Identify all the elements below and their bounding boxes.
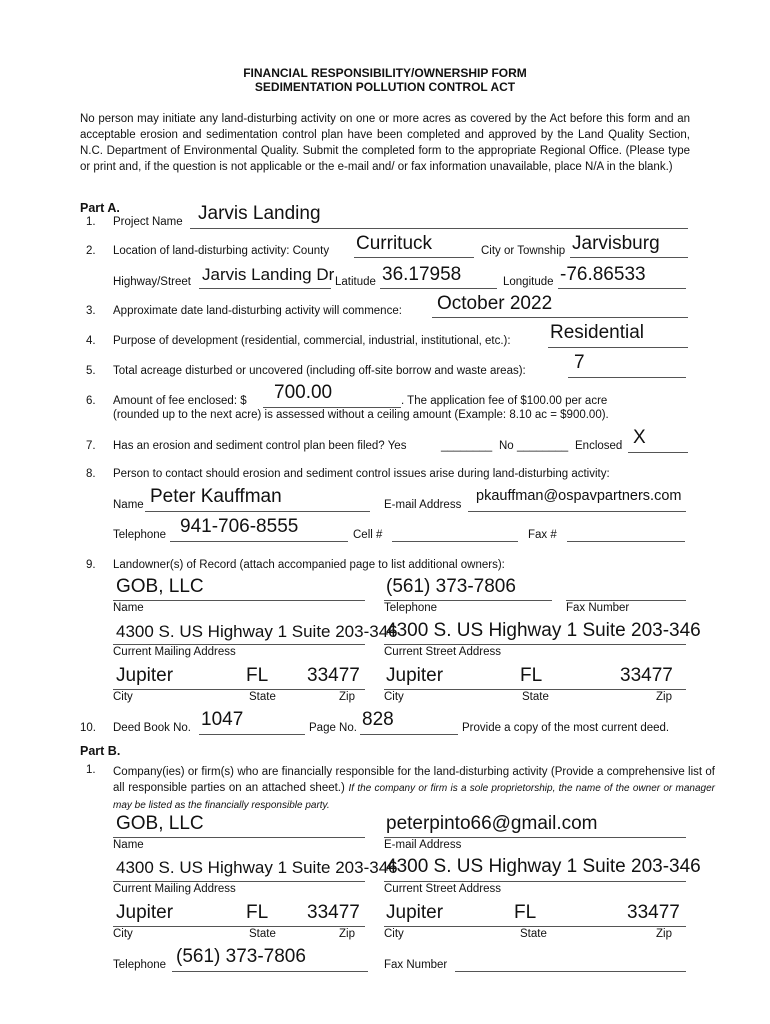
plan-enclosed-label: Enclosed <box>575 440 623 452</box>
fee-label: Amount of fee enclosed: $ <box>113 395 247 407</box>
company-city1-line <box>113 926 365 927</box>
q3-number: 3. <box>86 305 96 317</box>
q5-number: 5. <box>86 365 96 377</box>
company-zip1-label: Zip <box>339 928 355 940</box>
county-line <box>354 257 474 258</box>
highway-line <box>199 288 331 289</box>
contact-fax-label: Fax # <box>528 529 557 541</box>
company-mailing-field[interactable]: 4300 S. US Highway 1 Suite 203-346 <box>116 858 398 877</box>
company-tel-field[interactable]: (561) 373-7806 <box>176 946 306 967</box>
company-mailing-line <box>113 881 365 882</box>
q7-number: 7. <box>86 440 96 452</box>
company-city1-field[interactable]: Jupiter <box>116 902 174 923</box>
plan-no-blank[interactable]: ________ <box>517 440 569 452</box>
fee-example-text: (rounded up to the next acre) is assessed without a ceiling amount (Example: 8.10 ac = $900.00). <box>113 409 609 421</box>
longitude-line <box>558 288 686 289</box>
deed-book-line <box>199 734 305 735</box>
fee-field[interactable]: 700.00 <box>274 382 333 403</box>
landowner-city2-label: City <box>384 691 404 703</box>
contact-name-field[interactable]: Peter Kauffman <box>150 486 282 507</box>
commence-date-field[interactable]: October 2022 <box>437 293 553 314</box>
q2-number: 2. <box>86 245 96 257</box>
landowner-state2-field[interactable]: FL <box>520 665 543 686</box>
company-state2-label: State <box>520 928 547 940</box>
landowner-zip2-label: Zip <box>656 691 672 703</box>
company-zip1-field[interactable]: 33477 <box>307 902 360 923</box>
deed-page-line <box>360 734 458 735</box>
acreage-label: Total acreage disturbed or uncovered (including off-site borrow and waste areas): <box>113 365 526 377</box>
company-city2-field[interactable]: Jupiter <box>386 902 444 923</box>
plan-no-label: No <box>499 440 514 452</box>
project-name-label: Project Name <box>113 216 183 228</box>
company-email-field[interactable]: peterpinto66@gmail.com <box>386 813 598 834</box>
highway-field[interactable]: Jarvis Landing Dr <box>202 265 335 284</box>
acreage-line <box>568 377 686 378</box>
deed-copy-text: Provide a copy of the most current deed. <box>462 722 670 734</box>
landowner-state2-label: State <box>522 691 549 703</box>
fee-line <box>263 407 401 408</box>
company-street-field[interactable]: 4300 S. US Highway 1 Suite 203-346 <box>386 856 701 877</box>
city-field[interactable]: Jarvisburg <box>572 233 660 254</box>
landowner-state1-field[interactable]: FL <box>246 665 269 686</box>
form-subtitle: SEDIMENTATION POLLUTION CONTROL ACT <box>254 80 516 94</box>
company-email-line <box>384 837 686 838</box>
landowner-label: Landowner(s) of Record (attach accompanied page to list additional owners): <box>113 559 505 571</box>
project-name-line <box>190 228 688 229</box>
q9-number: 9. <box>86 559 96 571</box>
landowner-name-field[interactable]: GOB, LLC <box>116 576 204 597</box>
contact-tel-line <box>170 541 348 542</box>
company-tel-label: Telephone <box>113 959 167 971</box>
form-title: FINANCIAL RESPONSIBILITY/OWNERSHIP FORM <box>243 66 527 80</box>
company-tel-line <box>172 971 368 972</box>
landowner-city1-label: City <box>113 691 133 703</box>
purpose-label: Purpose of development (residential, commercial, industrial, institutional, etc.): <box>113 335 511 347</box>
contact-email-label: E-mail Address <box>384 499 462 511</box>
company-fax-line[interactable] <box>455 971 686 972</box>
landowner-city2-field[interactable]: Jupiter <box>386 665 444 686</box>
landowner-name-line <box>113 600 365 601</box>
project-name-field[interactable]: Jarvis Landing <box>198 203 321 224</box>
contact-person-label: Person to contact should erosion and sediment control issues arise during land-disturbing activity: <box>113 468 610 480</box>
contact-email-field[interactable]: pkauffman@ospavpartners.com <box>476 488 682 504</box>
landowner-state1-label: State <box>249 691 276 703</box>
landowner-phone-line <box>384 600 552 601</box>
plan-enclosed-line <box>628 452 688 453</box>
longitude-label: Longitude <box>503 276 554 288</box>
purpose-field[interactable]: Residential <box>550 322 644 343</box>
contact-tel-label: Telephone <box>113 529 167 541</box>
purpose-line <box>548 347 688 348</box>
deed-page-field[interactable]: 828 <box>362 709 394 730</box>
b1-number: 1. <box>86 764 96 776</box>
contact-tel-field[interactable]: 941-706-8555 <box>180 516 299 537</box>
part-a-heading: Part A. <box>80 201 120 215</box>
q4-number: 4. <box>86 335 96 347</box>
landowner-name-label: Name <box>113 602 144 614</box>
contact-name-line <box>145 511 370 512</box>
landowner-zip1-label: Zip <box>339 691 355 703</box>
deed-book-field[interactable]: 1047 <box>201 709 244 730</box>
company-zip2-label: Zip <box>656 928 672 940</box>
landowner-street-label: Current Street Address <box>384 646 501 658</box>
highway-label: Highway/Street <box>113 276 191 288</box>
acreage-field[interactable]: 7 <box>574 352 585 373</box>
landowner-fax-label: Fax Number <box>566 602 630 614</box>
q1-number: 1. <box>86 216 96 228</box>
latitude-label: Latitude <box>335 276 376 288</box>
landowner-street-field[interactable]: 4300 S. US Highway 1 Suite 203-346 <box>386 620 701 641</box>
intro-paragraph: No person may initiate any land-disturbing activity on one or more acres as covered by the Act before this form and an acceptable erosion and sedimentation control plan have been completed and approved by the Land Quality Section, N.C. Department of Environmental Quality. Submit the completed form to the appropriate Regional Office. (Please type or print and, if the question is not applicable or the e-mail and/ or fax information unavailable, place N/A in the blank.) <box>80 113 690 173</box>
company-state1-field[interactable]: FL <box>246 902 269 923</box>
contact-cell-line[interactable] <box>392 541 518 542</box>
plan-enclosed-field[interactable]: X <box>633 427 646 448</box>
company-name-label: Name <box>113 839 144 851</box>
company-zip2-field[interactable]: 33477 <box>627 902 680 923</box>
company-name-field[interactable]: GOB, LLC <box>116 813 204 834</box>
landowner-tel-label: Telephone <box>384 602 438 614</box>
company-name-line <box>113 837 365 838</box>
responsible-parties-main: Company(ies) or firm(s) who are financially responsible for the land-disturbing activity (Provide a comprehensive list of all responsible parties on an attached sheet.) <box>113 766 715 794</box>
company-city2-label: City <box>384 928 404 940</box>
plan-filed-label: Has an erosion and sediment control plan been filed? Yes <box>113 440 407 452</box>
landowner-zip2-field[interactable]: 33477 <box>620 665 673 686</box>
company-email-label: E-mail Address <box>384 839 462 851</box>
company-city1-label: City <box>113 928 133 940</box>
q6-number: 6. <box>86 395 96 407</box>
landowner-city2-line <box>384 689 686 690</box>
company-city2-line <box>384 926 686 927</box>
landowner-zip1-field[interactable]: 33477 <box>307 665 360 686</box>
plan-yes-blank[interactable]: ________ <box>441 440 493 452</box>
latitude-line <box>380 288 497 289</box>
q10-number: 10. <box>80 722 96 734</box>
deed-page-label: Page No. <box>309 722 357 734</box>
landowner-mailing-field[interactable]: 4300 S. US Highway 1 Suite 203-346 <box>116 622 398 641</box>
contact-cell-label: Cell # <box>353 529 383 541</box>
fee-rate-text: . The application fee of $100.00 per acre <box>401 395 608 407</box>
company-state2-field[interactable]: FL <box>514 902 537 923</box>
company-street-line <box>384 881 686 882</box>
company-fax-label: Fax Number <box>384 959 448 971</box>
longitude-field[interactable]: -76.86533 <box>560 264 646 285</box>
company-street-label: Current Street Address <box>384 883 501 895</box>
contact-fax-line[interactable] <box>567 541 685 542</box>
responsible-parties-text <box>113 764 715 814</box>
county-label: Location of land-disturbing activity: County <box>113 245 330 257</box>
company-mailing-label: Current Mailing Address <box>113 883 236 895</box>
landowner-street-line <box>384 644 686 645</box>
county-field[interactable]: Currituck <box>356 233 433 254</box>
landowner-city1-field[interactable]: Jupiter <box>116 665 174 686</box>
sole-proprietor-note: If the company or firm is a sole proprietorship, the name of the owner or manager may be listed as the financially responsible party. <box>113 783 715 811</box>
city-label: City or Township <box>481 245 566 257</box>
contact-name-label: Name <box>113 499 144 511</box>
city-line <box>570 257 688 258</box>
landowner-phone-field[interactable]: (561) 373-7806 <box>386 576 516 597</box>
part-b-heading: Part B. <box>80 744 121 758</box>
q8-number: 8. <box>86 468 96 480</box>
commence-date-label: Approximate date land-disturbing activity will commence: <box>113 305 402 317</box>
commence-date-line <box>432 317 688 318</box>
landowner-fax-line[interactable] <box>566 600 686 601</box>
latitude-field[interactable]: 36.17958 <box>382 264 462 285</box>
landowner-city1-line <box>113 689 365 690</box>
landowner-mailing-line <box>113 644 365 645</box>
landowner-mailing-label: Current Mailing Address <box>113 646 236 658</box>
deed-book-label: Deed Book No. <box>113 722 191 734</box>
contact-email-line <box>468 511 686 512</box>
company-state1-label: State <box>249 928 276 940</box>
